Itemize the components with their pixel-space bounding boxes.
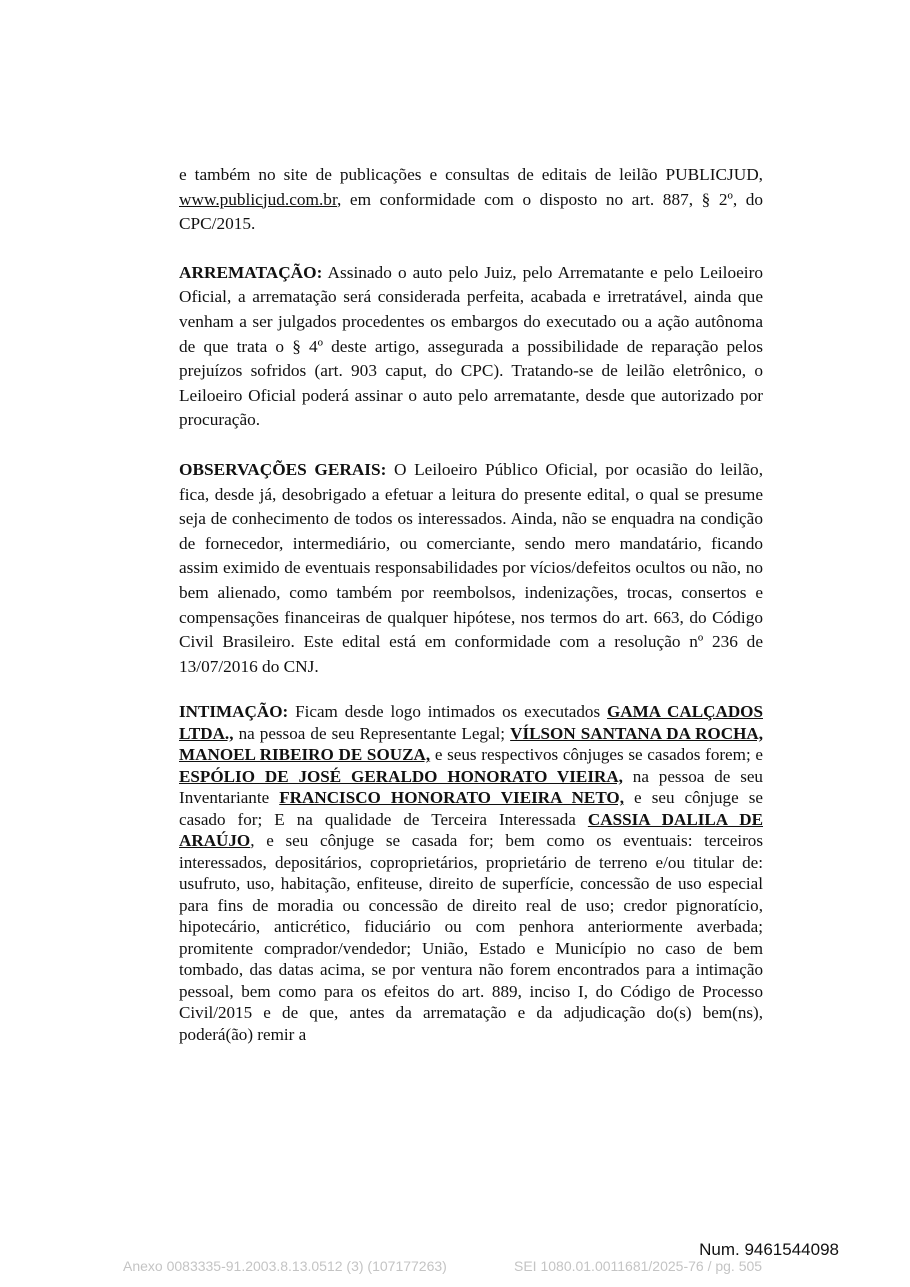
party-name-francisco: FRANCISCO HONORATO VIEIRA NETO, (279, 788, 624, 808)
party-name-vilson-manoel: VÍLSON SANTANA DA ROCHA, MANOEL RIBEIRO DE SOUZA, (179, 723, 763, 765)
intimacao-text-2: na pessoa de seu Representante Legal; (233, 723, 511, 743)
party-name-espolio: ESPÓLIO DE JOSÉ GERALDO HONORATO VIEIRA, (179, 766, 623, 786)
document-body (179, 163, 763, 1045)
document-number: Num. 9461544098 (699, 1240, 839, 1259)
observacoes-text: O Leiloeiro Público Oficial, por ocasião do leilão, fica, desde já, desobrigado a efetuar a leitura do presente edital, o qual se presume seja de conhecimento de todos os interessados. Ainda, não se enquadra na condição de fornecedor, intermediário, ou comerciante, sendo mero mandatário, ficando assim eximido de eventuais responsabilidades por vícios/defeitos ocultos ou não, no bem alienado, como também por reembolsos, indenizações, trocas, consertos e compensações financeiras de qualquer hipótese, nos termos do art. 663, do Código Civil Brasileiro. Este edital está em conformidade com a resolução nº 236 de 13/07/2016 do CNJ. (179, 459, 764, 676)
paragraph-intimacao (179, 701, 763, 1045)
paragraph-arrematacao (179, 261, 763, 433)
intimacao-text-3: e seus respectivos cônjuges se casados forem; e (430, 745, 763, 765)
annex-footer: Anexo 0083335-91.2003.8.13.0512 (3) (107177263) (123, 1258, 447, 1274)
sei-footer: SEI 1080.01.0011681/2025-76 / pg. 505 (514, 1258, 763, 1274)
publicjud-link[interactable]: www.publicjud.com.br (179, 189, 338, 209)
intimacao-text-1: Ficam desde logo intimados os executados (288, 702, 607, 722)
intimacao-heading: INTIMAÇÃO: (179, 702, 289, 722)
paragraph-publicacoes (179, 163, 763, 237)
arrematacao-heading: ARREMATAÇÃO: (179, 262, 323, 282)
paragraph-observacoes (179, 458, 763, 679)
party-name-gama: GAMA CALÇADOS LTDA., (179, 702, 763, 743)
observacoes-heading: OBSERVAÇÕES GERAIS: (179, 459, 387, 479)
intimacao-text-6: , e seu cônjuge se casada for; bem como os eventuais: terceiros interessados, depositários, coproprietários, proprietário de terreno e/ou titular de: usufruto, uso, habitação, enfiteuse, direito de superfície, concessão de uso especial para fins de moradia ou concessão de direito real de uso; credor pignoratício, hipotecário, anticrético, fiduciário ou com penhora anteriormente averbada; promitente comprador/vendedor; União, Estado e Município no caso de bem tombado, das datas acima, se por ventura não forem encontrados para a intimação pessoal, bem como para os efeitos do art. 889, inciso I, do Código de Processo Civil/2015 e de que, antes da arrematação e da adjudicação do(s) bem(ns), poderá(ão) remir a (179, 831, 763, 1044)
intimacao-text-5: e seu cônjuge se casado for; E na qualidade de Terceira Interessada (179, 788, 763, 829)
party-name-cassia: CASSIA DALILA DE ARAÚJO (179, 809, 763, 851)
intimacao-text-4: na pessoa de seu Inventariante (179, 766, 763, 808)
p1-text-start: e também no site de publicações e consultas de editais de leilão PUBLICJUD, (179, 165, 763, 184)
arrematacao-text: Assinado o auto pelo Juiz, pelo Arrematante e pelo Leiloeiro Oficial, a arrematação será considerada perfeita, acabada e irretratável, ainda que venham a ser julgados procedentes os embargos do executado ou a ação autônoma de que trata o § 4º deste artigo, assegurada a possibilidade de reparação pelos prejuízos sofridos (art. 903 caput, do CPC). Tratando-se de leilão eletrônico, o Leiloeiro Oficial poderá assinar o auto pelo arrematante, desde que autorizado por procuração. (179, 262, 763, 430)
p1-text-end: , em conformidade com o disposto no art. 887, § 2º, do CPC/2015. (179, 189, 763, 234)
